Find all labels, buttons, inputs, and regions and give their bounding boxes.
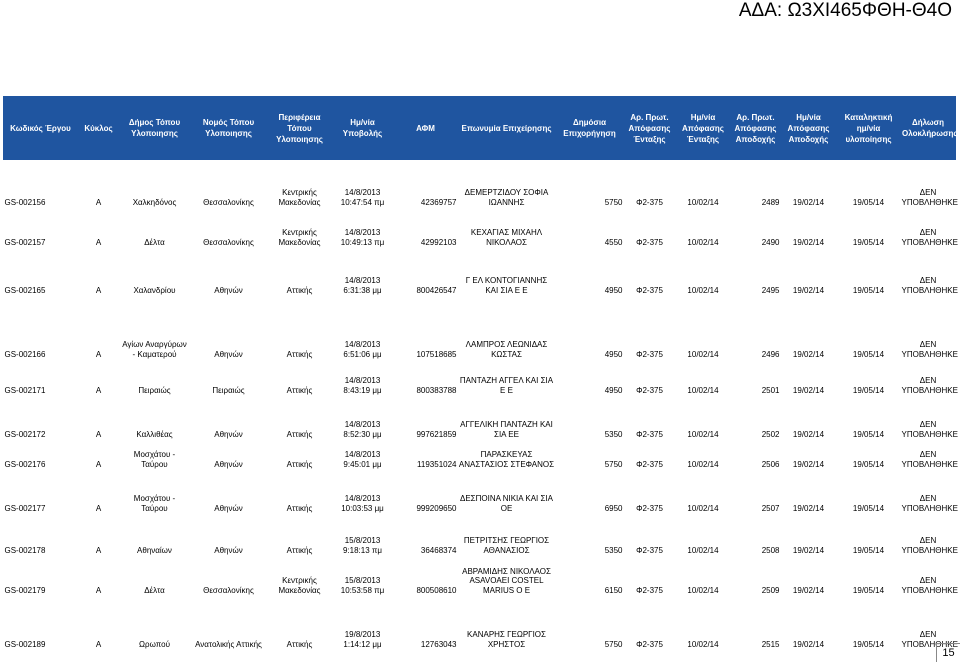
col-header-municipality: Δήμος Τόπου Υλοποιησης	[120, 97, 190, 160]
row-municipality: Αθηναίων	[137, 546, 172, 556]
row-deadline: 19/05/14	[852, 198, 885, 208]
row-date-entry: 10/02/14	[687, 386, 719, 396]
row-date-accept: 19/02/14	[792, 430, 825, 440]
row-completion: ΔΕΝ ΥΠΟΒΛΗΘΗΚΕ	[901, 340, 958, 360]
col-header-date-entry: Ημ/νία Απόφασης Ένταξης	[676, 97, 731, 160]
row-date-entry: 10/02/14	[687, 586, 719, 596]
row-afm: 800426547	[416, 286, 457, 296]
row-prefecture: Αθηνών	[214, 546, 243, 556]
row-completion: ΔΕΝ ΥΠΟΒΛΗΘΗΚΕ	[901, 494, 958, 514]
row-municipality: Καλλιθέας	[136, 430, 173, 440]
row-afm: 12763043	[420, 640, 457, 650]
row-deadline: 19/05/14	[852, 460, 885, 470]
row-completion: ΔΕΝ ΥΠΟΒΛΗΘΗΚΕ	[901, 576, 958, 596]
row-spacer	[4, 248, 956, 262]
row-cycle: Α	[95, 430, 102, 440]
row-submission-date: 15/8/2013 9:18:13 πμ	[342, 536, 383, 556]
row-prot-accept: 2507	[761, 504, 780, 514]
row-date-accept: 19/02/14	[792, 460, 825, 470]
row-municipality: Δέλτα	[144, 238, 165, 248]
page-number: 15	[936, 643, 960, 662]
table-row	[4, 400, 956, 440]
row-code: GS-002166	[4, 350, 46, 360]
row-prefecture: Αθηνών	[214, 430, 243, 440]
row-afm: 999209650	[416, 504, 457, 514]
row-grant: 4950	[604, 350, 623, 360]
row-afm: 997621859	[416, 430, 457, 440]
row-afm: 800508610	[416, 586, 457, 596]
row-date-entry: 10/02/14	[687, 640, 719, 650]
row-prefecture: Θεσσαλονίκης	[203, 198, 254, 208]
row-code: GS-002179	[4, 586, 46, 596]
row-company: ΚΕΧΑΓΙΑΣ ΜΙΧΑΗΛ ΝΙΚΟΛΑΟΣ	[470, 228, 543, 248]
row-prot-entry: Φ2-375	[636, 198, 663, 208]
row-prefecture: Αθηνών	[214, 350, 243, 360]
row-region: Αττικής	[286, 386, 313, 396]
row-submission-date: 14/8/2013 6:31:38 μμ	[343, 276, 382, 296]
col-header-prot-accept: Αρ. Πρωτ. Απόφασης Αποδοχής	[731, 97, 781, 160]
row-date-accept: 19/02/14	[792, 504, 825, 514]
row-prefecture: Θεσσαλονίκης	[203, 586, 254, 596]
row-completion: ΔΕΝ ΥΠΟΒΛΗΘΗΚΕ	[901, 630, 958, 650]
table-row	[4, 600, 956, 650]
row-company: ΛΑΜΠΡΟΣ ΛΕΩΝΙΔΑΣ ΚΩΣΤΑΣ	[465, 340, 548, 360]
row-prot-accept: 2506	[761, 460, 780, 470]
col-header-code: Κωδικός Έργου	[4, 97, 78, 160]
table-row	[4, 470, 956, 514]
row-grant: 6150	[604, 586, 623, 596]
row-prot-entry: Φ2-375	[636, 238, 663, 248]
row-company: ΑΓΓΕΛΙΚΗ ΠΑΝΤΑΖΗ ΚΑΙ ΣΙΑ ΕΕ	[460, 420, 553, 440]
row-date-entry: 10/02/14	[687, 504, 719, 514]
row-grant: 4950	[604, 286, 623, 296]
row-date-entry: 10/02/14	[687, 350, 719, 360]
row-grant: 5750	[604, 640, 623, 650]
col-header-deadline: Καταληκτική ημ/νία υλοποίησης	[837, 97, 901, 160]
row-municipality: Πειραιώς	[138, 386, 171, 396]
row-date-accept: 19/02/14	[792, 198, 825, 208]
row-deadline: 19/05/14	[852, 504, 885, 514]
row-date-entry: 10/02/14	[687, 460, 719, 470]
col-header-completion: Δήλωση Ολοκλήρωσης	[901, 97, 956, 160]
col-header-company: Επωνυμία Επιχείρησης	[458, 97, 556, 160]
row-grant: 5350	[604, 546, 623, 556]
row-cycle: Α	[95, 586, 102, 596]
row-grant: 5350	[604, 430, 623, 440]
row-submission-date: 19/8/2013 1:14:12 μμ	[343, 630, 382, 650]
row-date-entry: 10/02/14	[687, 286, 719, 296]
row-region: Κεντρικής Μακεδονίας	[278, 228, 321, 248]
row-date-entry: 10/02/14	[687, 430, 719, 440]
row-municipality: Μοσχάτου - Ταύρου	[133, 494, 176, 514]
row-grant: 4550	[604, 238, 623, 248]
row-region: Αττικής	[286, 640, 313, 650]
projects-table	[3, 96, 956, 650]
row-municipality: Χαλκηδόνος	[132, 198, 177, 208]
row-cycle: Α	[95, 504, 102, 514]
table-row	[4, 174, 956, 208]
row-region: Αττικής	[286, 546, 313, 556]
row-region: Αττικής	[286, 460, 313, 470]
row-deadline: 19/05/14	[852, 350, 885, 360]
row-submission-date: 14/8/2013 8:52:30 μμ	[343, 420, 382, 440]
row-code: GS-002156	[4, 198, 46, 208]
table-header-row	[4, 97, 956, 160]
row-company: ΠΑΡΑΣΚΕΥΑΣ ΑΝΑΣΤΑΣΙΟΣ ΣΤΕΦΑΝΟΣ	[458, 450, 555, 470]
row-prefecture: Πειραιώς	[212, 386, 245, 396]
row-afm: 42369757	[420, 198, 457, 208]
row-submission-date: 14/8/2013 10:03:53 μμ	[341, 494, 384, 514]
col-header-submission-date: Ημ/νία Υποβολής	[332, 97, 394, 160]
col-header-prefecture: Νομός Τόπου Υλοποιησης	[190, 97, 268, 160]
row-date-accept: 19/02/14	[792, 386, 825, 396]
row-code: GS-002157	[4, 238, 46, 248]
row-company: Γ ΕΛ ΚΟΝΤΟΓΙΑΝΝΗΣ ΚΑΙ ΣΙΑ Ε Ε	[465, 276, 548, 296]
row-code: GS-002178	[4, 546, 46, 556]
table-row	[4, 364, 956, 396]
row-prot-entry: Φ2-375	[636, 350, 663, 360]
row-code: GS-002165	[4, 286, 46, 296]
row-cycle: Α	[95, 460, 102, 470]
row-grant: 5750	[604, 198, 623, 208]
row-prot-accept: 2496	[761, 350, 780, 360]
row-date-accept: 19/02/14	[792, 586, 825, 596]
row-code: GS-002176	[4, 460, 46, 470]
row-prot-accept: 2509	[761, 586, 780, 596]
row-date-accept: 19/02/14	[792, 640, 825, 650]
row-prefecture: Ανατολικής Αττικής	[195, 640, 262, 650]
row-completion: ΔΕΝ ΥΠΟΒΛΗΘΗΚΕ	[901, 276, 958, 296]
row-cycle: Α	[95, 238, 102, 248]
row-municipality: Δέλτα	[144, 586, 165, 596]
row-grant: 5750	[604, 460, 623, 470]
col-header-afm: ΑΦΜ	[394, 97, 458, 160]
row-region: Αττικής	[286, 430, 313, 440]
row-completion: ΔΕΝ ΥΠΟΒΛΗΘΗΚΕ	[901, 420, 958, 440]
row-cycle: Α	[95, 198, 102, 208]
row-code: GS-002171	[4, 386, 46, 396]
row-deadline: 19/05/14	[852, 546, 885, 556]
row-company: ΑΒΡΑΜΙΔΗΣ ΝΙΚΟΛΑΟΣ ASAVOAEI COSTEL MARIUS O E	[462, 566, 551, 596]
row-submission-date: 14/8/2013 9:45:01 μμ	[343, 450, 382, 470]
row-afm: 119351024	[417, 460, 457, 470]
row-region: Κεντρικής Μακεδονίας	[278, 576, 321, 596]
row-spacer-cell	[4, 248, 956, 262]
row-deadline: 19/05/14	[852, 640, 885, 650]
col-header-grant: Δημόσια Επιχορήγηση	[556, 97, 624, 160]
table-row	[4, 208, 956, 248]
row-prot-entry: Φ2-375	[636, 286, 663, 296]
row-company: ΔΕΣΠΟΙΝΑ ΝΙΚΙΑ ΚΑΙ ΣΙΑ ΟΕ	[459, 494, 554, 514]
row-afm: 36468374	[420, 546, 457, 556]
row-completion: ΔΕΝ ΥΠΟΒΛΗΘΗΚΕ	[901, 228, 958, 248]
row-company: ΠΕΤΡΙΤΣΗΣ ΓΕΩΡΓΙΟΣ ΑΘΑΝΑΣΙΟΣ	[463, 536, 550, 556]
row-prot-entry: Φ2-375	[636, 546, 663, 556]
row-code: GS-002189	[4, 640, 46, 650]
ada-code: ΑΔΑ: Ω3ΧΙ465ΦΘΗ-Θ4Ο	[738, 0, 952, 21]
row-deadline: 19/05/14	[852, 386, 885, 396]
row-prefecture: Αθηνών	[214, 286, 243, 296]
row-submission-date: 15/8/2013 10:53:58 πμ	[340, 576, 385, 596]
row-deadline: 19/05/14	[852, 430, 885, 440]
row-submission-date: 14/8/2013 10:47:54 πμ	[340, 188, 385, 208]
row-spacer	[4, 160, 956, 175]
row-municipality: Αγίων Αναργύρων - Καματερού	[122, 340, 187, 360]
row-prot-entry: Φ2-375	[636, 386, 663, 396]
row-afm: 107518685	[416, 350, 457, 360]
row-prot-accept: 2515	[761, 640, 780, 650]
row-date-entry: 10/02/14	[687, 238, 719, 248]
col-header-date-accept: Ημ/νία Απόφασης Αποδοχής	[781, 97, 837, 160]
row-cycle: Α	[95, 386, 102, 396]
row-deadline: 19/05/14	[852, 238, 885, 248]
row-completion: ΔΕΝ ΥΠΟΒΛΗΘΗΚΕ	[901, 188, 958, 208]
row-afm: 800383788	[416, 386, 457, 396]
row-completion: ΔΕΝ ΥΠΟΒΛΗΘΗΚΕ	[901, 450, 958, 470]
row-municipality: Ωρωπού	[139, 640, 170, 650]
row-cycle: Α	[95, 350, 102, 360]
table-row	[4, 440, 956, 470]
row-municipality: Χαλανδρίου	[133, 286, 176, 296]
row-date-accept: 19/02/14	[792, 350, 825, 360]
row-prot-accept: 2508	[761, 546, 780, 556]
row-prot-entry: Φ2-375	[636, 460, 663, 470]
col-header-prot-entry: Αρ. Πρωτ. Απόφασης Ένταξης	[624, 97, 676, 160]
row-municipality: Μοσχάτου - Ταύρου	[133, 450, 176, 470]
row-prot-entry: Φ2-375	[636, 504, 663, 514]
row-prefecture: Αθηνών	[214, 460, 243, 470]
row-submission-date: 14/8/2013 8:43:19 μμ	[343, 376, 382, 396]
table-row	[4, 518, 956, 556]
row-date-entry: 10/02/14	[687, 546, 719, 556]
row-submission-date: 14/8/2013 6:51:06 μμ	[343, 340, 382, 360]
row-grant: 4950	[604, 386, 623, 396]
row-prot-accept: 2495	[761, 286, 780, 296]
row-region: Κεντρικής Μακεδονίας	[278, 188, 321, 208]
row-prefecture: Θεσσαλονίκης	[203, 238, 254, 248]
row-company: ΔΕΜΕΡΤΖΙΔΟΥ ΣΟΦΙΑ ΙΩΑΝΝΗΣ	[464, 188, 549, 208]
row-deadline: 19/05/14	[852, 586, 885, 596]
row-company: ΠΑΝΤΑΖΗ ΑΓΓΕΛ ΚΑΙ ΣΙΑ Ε Ε	[459, 376, 554, 396]
row-date-entry: 10/02/14	[687, 198, 719, 208]
table-row	[4, 262, 956, 296]
row-submission-date: 14/8/2013 10:49:13 πμ	[340, 228, 385, 248]
row-prot-entry: Φ2-375	[636, 640, 663, 650]
col-header-region: Περιφέρεια Τόπου Υλοποιησης	[268, 97, 332, 160]
row-prot-entry: Φ2-375	[636, 586, 663, 596]
row-region: Αττικής	[286, 350, 313, 360]
row-prot-accept: 2501	[761, 386, 780, 396]
row-completion: ΔΕΝ ΥΠΟΒΛΗΘΗΚΕ	[901, 376, 958, 396]
row-region: Αττικής	[286, 286, 313, 296]
row-region: Αττικής	[286, 504, 313, 514]
row-date-accept: 19/02/14	[792, 546, 825, 556]
table-row	[4, 300, 956, 360]
table-row	[4, 556, 956, 596]
row-cycle: Α	[95, 640, 102, 650]
row-grant: 6950	[604, 504, 623, 514]
row-prot-accept: 2490	[761, 238, 780, 248]
row-date-accept: 19/02/14	[792, 286, 825, 296]
row-prefecture: Αθηνών	[214, 504, 243, 514]
row-completion: ΔΕΝ ΥΠΟΒΛΗΘΗΚΕ	[901, 536, 958, 556]
row-company: ΚΑΝΑΡΗΣ ΓΕΩΡΓΙΟΣ ΧΡΗΣΤΟΣ	[467, 630, 546, 650]
row-cycle: Α	[95, 286, 102, 296]
row-prot-entry: Φ2-375	[636, 430, 663, 440]
row-code: GS-002172	[4, 430, 46, 440]
row-spacer-cell	[4, 160, 956, 175]
row-prot-accept: 2502	[761, 430, 780, 440]
row-cycle: Α	[95, 546, 102, 556]
row-afm: 42992103	[420, 238, 457, 248]
row-date-accept: 19/02/14	[792, 238, 825, 248]
row-code: GS-002177	[4, 504, 46, 514]
row-deadline: 19/05/14	[852, 286, 885, 296]
col-header-cycle: Κύκλος	[78, 97, 120, 160]
row-prot-accept: 2489	[761, 198, 780, 208]
